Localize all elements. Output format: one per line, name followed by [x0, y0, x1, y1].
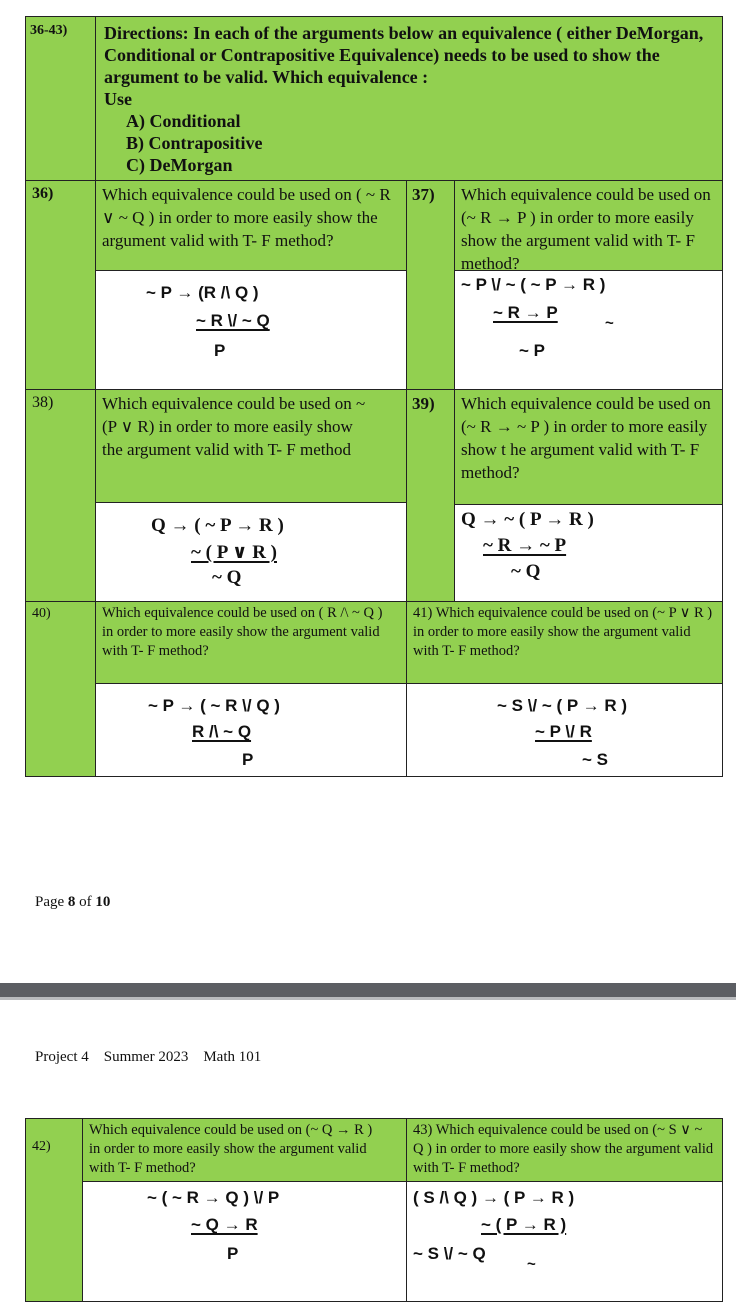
premise-41-2: ~ P \/ R [535, 722, 592, 741]
question-number-36: 36) [32, 185, 54, 202]
question-number-39: 39) [412, 394, 435, 413]
argument-39 [454, 504, 723, 602]
question-number-42: 42) [32, 1139, 51, 1154]
conclusion-43: ~ S \/ ~ Q [413, 1244, 486, 1263]
page2-header: Project 4 Summer 2023 Math 101 [35, 1049, 262, 1065]
question-37-text: Which equivalence could be used on (~ R → P ) in order to more easily show the argument valid with T- F method? [454, 180, 723, 271]
number-cell-38 [25, 389, 96, 602]
header-range: 36-43) [30, 23, 68, 38]
argument-40 [95, 683, 407, 777]
directions-text: Directions: In each of the arguments below an equivalence ( either DeMorgan, Conditional or Contrapositive Equivalence) needs to be used to show the argument to be valid. Which equivalence : [104, 23, 704, 87]
premise-41-1: ~ S \/ ~ ( P → R ) [497, 696, 628, 715]
page-of-label: of [79, 894, 92, 910]
conclusion-41: ~ S [582, 750, 608, 769]
option-demorgan: C) DeMorgan [126, 155, 233, 175]
argument-41 [406, 683, 723, 777]
premise-43-1: ( S /\ Q ) → ( P → R ) [413, 1188, 575, 1207]
conclusion-38: ~ Q [212, 567, 242, 588]
option-contrapositive: B) Contrapositive [126, 133, 263, 153]
question-40-text: Which equivalence could be used on ( R /\ ~ Q ) in order to more easily show the argument valid with T- F method? [95, 601, 407, 684]
question-39-text: Which equivalence could be used on (~ R → ~ P ) in order to more easily show t he argument valid with T- F method? [454, 389, 723, 505]
premise-43-2: ~ ( P → R ) [481, 1215, 567, 1234]
header-number-cell [25, 16, 96, 181]
page-number: 8 [67, 894, 76, 910]
premise-42-2: ~ Q → R [191, 1215, 258, 1234]
question-41-text: 41) Which equivalence could be used on (~ P ∨ R ) in order to more easily show the argument valid with T- F method? [406, 601, 723, 684]
argument-36 [95, 270, 407, 390]
argument-43 [406, 1181, 723, 1302]
argument-42 [82, 1181, 407, 1302]
premise-40-1: ~ P → ( ~ R \/ Q ) [148, 696, 280, 715]
premise-39-1: Q → ~ ( P → R ) [461, 509, 594, 530]
number-cell-39 [406, 389, 455, 602]
premise-37-2: ~ R → P [493, 303, 558, 322]
page-separator [0, 983, 736, 997]
conclusion-42: P [227, 1244, 239, 1263]
option-conditional: A) Conditional [126, 111, 241, 131]
number-cell-42 [25, 1118, 83, 1302]
tilde-mark-43: ~ [527, 1256, 536, 1273]
directions-cell [95, 16, 723, 181]
question-42-text: Which equivalence could be used on (~ Q → R ) in order to more easily show the argument valid with T- F method? [82, 1118, 407, 1182]
premise-42-1: ~ ( ~ R → Q ) \/ P [147, 1188, 280, 1207]
conclusion-40: P [242, 750, 254, 769]
use-label: Use [104, 89, 132, 109]
question-43-text: 43) Which equivalence could be used on (~ S ∨ ~ Q ) in order to more easily show the argument valid with T- F method? [406, 1118, 723, 1182]
page-footer [35, 894, 110, 911]
question-number-40: 40) [32, 606, 51, 621]
premise-39-2: ~ R → ~ P [483, 535, 567, 556]
premise-38-2: ~ ( P ∨ R ) [191, 542, 277, 563]
premise-36-2: ~ R \/ ~ Q [196, 311, 270, 330]
question-38-text: Which equivalence could be used on ~ (P ∨ R) in order to more easily show the argument valid with T- F method [95, 389, 407, 602]
premise-40-2: R /\ ~ Q [192, 722, 252, 741]
tilde-mark-37: ~ [605, 315, 614, 332]
argument-37 [454, 270, 723, 390]
number-cell-40 [25, 601, 96, 777]
argument-38 [95, 502, 407, 602]
conclusion-39: ~ Q [511, 561, 541, 582]
question-number-38: 38) [32, 394, 54, 411]
number-cell-37 [406, 180, 455, 390]
premise-37-1: ~ P \/ ~ ( ~ P → R ) [461, 275, 606, 294]
question-number-37: 37) [412, 185, 435, 204]
page-total: 10 [95, 894, 111, 910]
number-cell-36 [25, 180, 96, 390]
page-separator-shadow [0, 997, 736, 1000]
premise-38-1: Q → ( ~ P → R ) [151, 515, 284, 536]
conclusion-37: ~ P [519, 341, 545, 360]
question-36-text: Which equivalence could be used on ( ~ R ∨ ~ Q ) in order to more easily show the argument valid with T- F method? [95, 180, 407, 271]
conclusion-36: P [214, 341, 226, 360]
page-label: Page [35, 894, 65, 910]
premise-36-1: ~ P → (R /\ Q ) [146, 283, 259, 302]
